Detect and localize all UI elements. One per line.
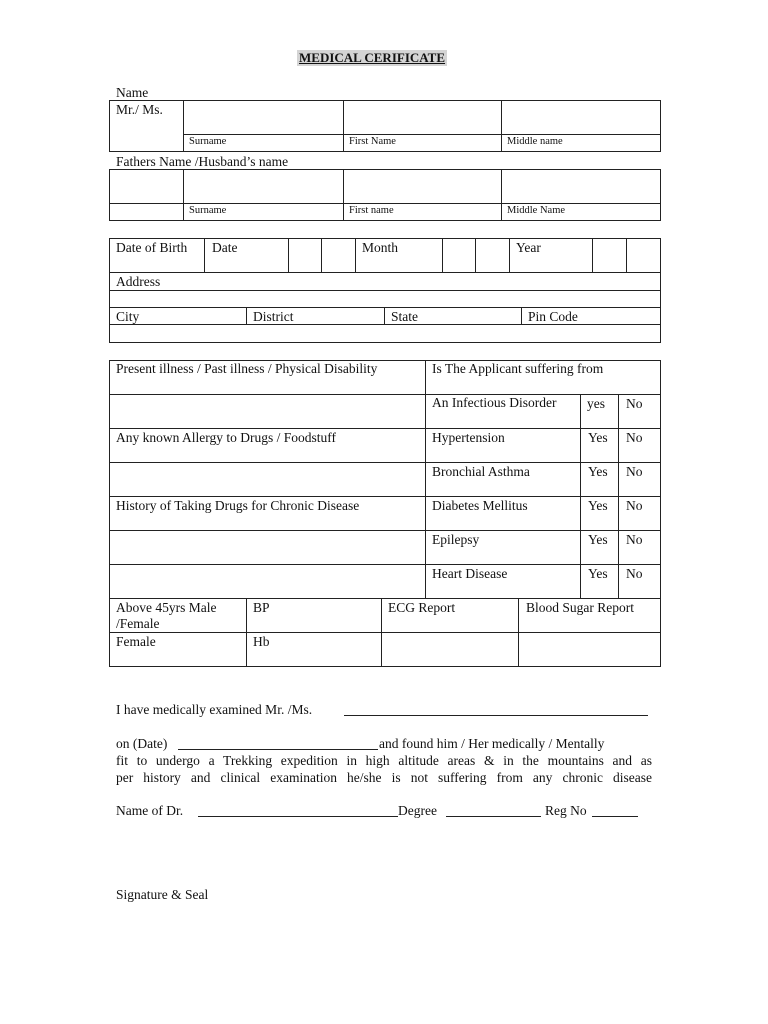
dob-year-label: Year	[516, 240, 541, 255]
dob-label: Date of Birth	[116, 240, 188, 255]
condition-name: Epilepsy	[432, 532, 480, 547]
father-middle-label: Middle Name	[507, 205, 566, 216]
page-title: MEDICAL CERIFICATE	[299, 50, 446, 65]
condition-no-option[interactable]: No	[626, 464, 643, 479]
dob-day-digit-2[interactable]	[322, 239, 355, 272]
father-surname-label: Surname	[189, 205, 227, 216]
father-first-label: First name	[349, 205, 394, 216]
dob-year-digit-1[interactable]	[593, 239, 626, 272]
name-first-field[interactable]	[344, 101, 500, 133]
condition-name: Hypertension	[432, 430, 505, 445]
father-label: Fathers Name /Husband’s name	[116, 154, 289, 169]
declaration-line-3: fit to undergo a Trekking expedition in high altitude areas & in the mountains and as	[116, 753, 652, 768]
father-surname-field[interactable]	[184, 170, 342, 202]
degree-label: Degree	[398, 803, 437, 818]
allergy-field[interactable]	[110, 463, 424, 496]
address-field[interactable]	[110, 291, 660, 307]
reg-no-label: Reg No	[545, 803, 587, 818]
dob-month-label: Month	[362, 240, 399, 255]
condition-name: An Infectious Disorder	[432, 395, 557, 410]
city-label: City	[116, 309, 140, 324]
condition-yes-option[interactable]: Yes	[588, 464, 608, 479]
dob-day-digit-1[interactable]	[289, 239, 321, 272]
declaration-line-2: and found him / Her medically / Mentally	[379, 736, 605, 751]
address-label: Address	[116, 274, 161, 289]
name-surname-label: Surname	[189, 136, 227, 147]
condition-yes-option[interactable]: Yes	[588, 498, 608, 513]
doctor-name-blank[interactable]	[198, 816, 398, 817]
illness-label: Present illness / Past illness / Physical Disability	[116, 361, 378, 376]
examined-name-blank[interactable]	[344, 715, 648, 716]
condition-no-option[interactable]: No	[626, 498, 643, 513]
reg-no-blank[interactable]	[592, 816, 638, 817]
district-label: District	[253, 309, 294, 324]
signature-seal-label: Signature & Seal	[116, 887, 209, 902]
condition-no-option[interactable]: No	[626, 430, 643, 445]
name-label: Name	[116, 85, 149, 100]
blood-sugar-field[interactable]	[519, 633, 660, 666]
female-label: Female	[116, 634, 156, 649]
condition-yes-option[interactable]: Yes	[588, 532, 608, 547]
ecg-report-label: ECG Report	[388, 600, 456, 615]
condition-no-option[interactable]: No	[626, 532, 643, 547]
declaration-line-1: I have medically examined Mr. /Ms.	[116, 702, 313, 717]
condition-name: Diabetes Mellitus	[432, 498, 528, 513]
exam-date-blank[interactable]	[178, 749, 378, 750]
degree-blank[interactable]	[446, 816, 541, 817]
dob-month-digit-2[interactable]	[476, 239, 509, 272]
dob-year-digit-2[interactable]	[627, 239, 660, 272]
city-row-field[interactable]	[110, 325, 660, 342]
condition-name: Heart Disease	[432, 566, 508, 581]
condition-yes-option[interactable]: Yes	[588, 566, 608, 581]
name-middle-label: Middle name	[507, 136, 563, 147]
hb-label: Hb	[253, 634, 270, 649]
father-first-field[interactable]	[344, 170, 500, 202]
doctor-name-label: Name of Dr.	[116, 803, 184, 818]
condition-name: Bronchial Asthma	[432, 464, 530, 479]
ecg-field[interactable]	[382, 633, 518, 666]
declaration-date-label: on (Date)	[116, 736, 168, 751]
allergy-label: Any known Allergy to Drugs / Foodstuff	[116, 430, 337, 445]
state-label: State	[391, 309, 418, 324]
illness-field[interactable]	[110, 395, 424, 428]
father-middle-field[interactable]	[502, 170, 659, 202]
declaration-line-4: per history and clinical examination he/she is not suffering from any chronic disease	[116, 770, 652, 785]
suffering-header: Is The Applicant suffering from	[432, 361, 604, 376]
dob-date-label: Date	[212, 240, 238, 255]
salutation-label: Mr./ Ms.	[116, 102, 163, 117]
drugs-history-label: History of Taking Drugs for Chronic Disease	[116, 498, 360, 513]
dob-month-digit-1[interactable]	[443, 239, 475, 272]
name-surname-field[interactable]	[184, 101, 342, 133]
condition-no-option[interactable]: No	[626, 396, 643, 411]
pin-code-label: Pin Code	[528, 309, 578, 324]
above-45-label: Above 45yrs Male /Female	[116, 600, 217, 631]
name-middle-field[interactable]	[502, 101, 659, 133]
drugs-history-field[interactable]	[110, 531, 424, 598]
blood-sugar-label: Blood Sugar Report	[526, 600, 634, 615]
bp-label: BP	[253, 600, 270, 615]
condition-yes-option[interactable]: Yes	[588, 430, 608, 445]
condition-no-option[interactable]: No	[626, 566, 643, 581]
name-first-label: First Name	[349, 136, 396, 147]
condition-yes-option[interactable]: yes	[587, 396, 605, 411]
